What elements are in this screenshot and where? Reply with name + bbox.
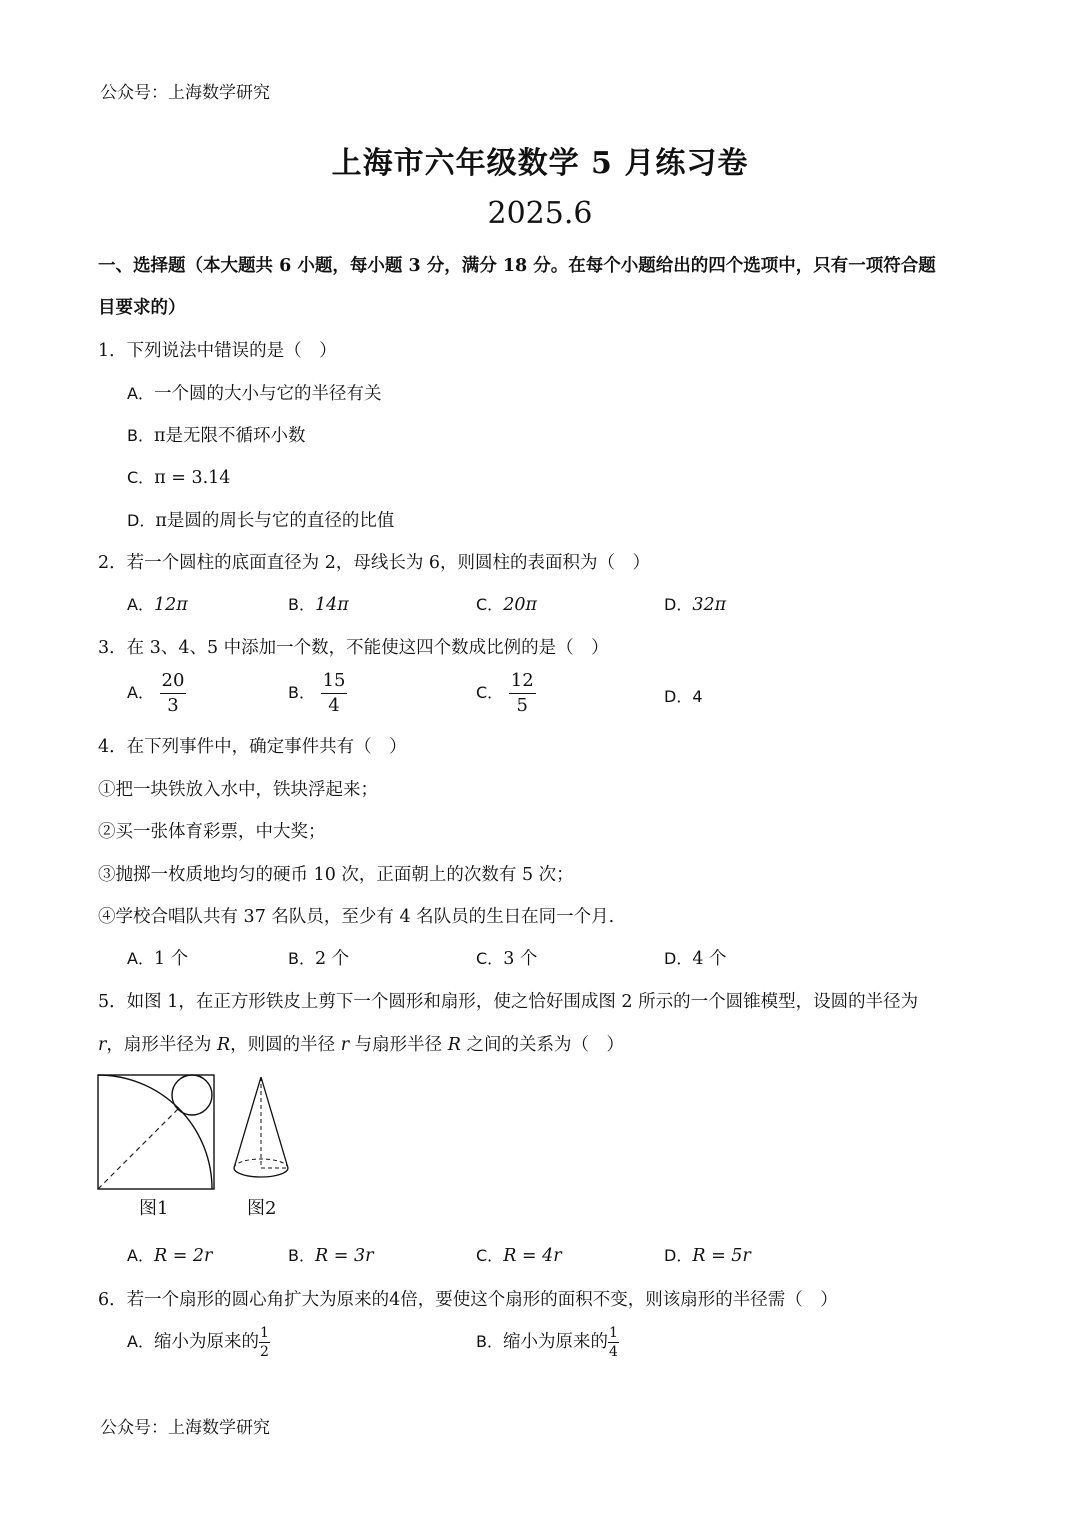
option-label: A． [127, 1246, 154, 1265]
q4-item-3: ③抛掷一枚质地均匀的硬币 10 次，正面朝上的次数有 5 次； [98, 865, 574, 885]
numerator: 20 [160, 672, 187, 694]
q4-item-1: ①把一块铁放入水中，铁块浮起来； [98, 780, 378, 800]
option-label: A． [127, 949, 154, 968]
denominator: 3 [167, 695, 179, 716]
fraction [321, 672, 348, 715]
q1-option-d [127, 507, 394, 532]
figure-1-caption: 图1 [139, 1198, 169, 1219]
figure-2-cone [230, 1074, 292, 1186]
option-label: A． [127, 595, 154, 614]
var-R: R [447, 1035, 461, 1055]
text-seg: ，则圆的半径 [230, 1035, 341, 1055]
q4-option-a [127, 945, 188, 970]
fraction [608, 1326, 619, 1359]
option-text: 2 个 [314, 949, 350, 969]
option-text: 3 个 [503, 949, 538, 969]
text-seg: ，扇形半径为 [106, 1035, 217, 1055]
fraction [509, 672, 536, 715]
cone-base-front [234, 1168, 288, 1177]
q4-item-4: ④学校合唱队共有 37 名队员，至少有 4 名队员的生日在同一个月. [98, 907, 615, 927]
option-text: 20π [503, 595, 537, 615]
option-text: π = 3.14 [154, 468, 231, 488]
option-label: B． [288, 595, 315, 614]
option-text: 缩小为原来的 [153, 1332, 259, 1352]
fraction [160, 672, 187, 715]
header-text: 公众号：上海数学研究 [100, 83, 270, 103]
q2-option-b [288, 592, 349, 615]
denominator: 2 [259, 1344, 269, 1360]
q4-option-b [288, 945, 349, 970]
option-label: D． [664, 687, 693, 706]
numerator: 15 [321, 672, 348, 694]
q4-option-c [476, 945, 537, 970]
option-text: 缩小为原来的 [502, 1332, 608, 1352]
q6-option-b [476, 1326, 619, 1359]
option-label: D． [664, 949, 693, 968]
q1-option-b [127, 422, 306, 447]
denominator: 5 [516, 695, 528, 716]
q2-stem: 2．若一个圆柱的底面直径为 2，母线长为 6，则圆柱的表面积为（ ） [98, 553, 651, 573]
q4-stem: 4．在下列事件中，确定事件共有（ ） [98, 737, 407, 757]
footer-text: 公众号：上海数学研究 [100, 1418, 270, 1438]
option-label: B． [288, 1246, 315, 1265]
cone-right-edge [261, 1077, 288, 1168]
q3-option-b [288, 672, 347, 715]
numerator: 12 [509, 672, 536, 694]
option-text: R = 5r [692, 1246, 751, 1266]
q6-stem: 6．若一个扇形的圆心角扩大为原来的4倍，要使这个扇形的面积不变，则该扇形的半径需（ ） [98, 1290, 838, 1310]
q6-option-a [127, 1326, 270, 1359]
var-r: r [98, 1035, 107, 1055]
option-label: D． [664, 1246, 693, 1265]
page-date: 2025.6 [487, 196, 593, 231]
q2-option-c [476, 592, 537, 615]
figure-1-diagram [96, 1073, 218, 1193]
option-text: 一个圆的大小与它的半径有关 [153, 384, 382, 404]
q5-option-d [664, 1243, 751, 1266]
q5-option-b [288, 1243, 373, 1266]
option-text: 32π [692, 595, 727, 615]
fraction [259, 1326, 270, 1359]
q2-option-a [127, 592, 188, 615]
q4-item-2: ②买一张体育彩票，中大奖； [98, 822, 326, 842]
option-text: 14π [314, 595, 349, 615]
denominator: 4 [608, 1344, 618, 1360]
option-label: C． [476, 595, 504, 614]
q1-stem: 1．下列说法中错误的是（ ） [98, 341, 337, 361]
sector-arc [98, 1075, 212, 1189]
option-label: C． [476, 683, 504, 702]
q3-stem: 3．在 3、4、5 中添加一个数，不能使这四个数成比例的是（ ） [98, 638, 609, 658]
option-text: 12π [153, 595, 188, 615]
q3-option-d [664, 684, 703, 707]
text-seg: 之间的关系为（ ） [460, 1035, 624, 1055]
q3-option-a [127, 672, 186, 715]
q1-option-c [127, 465, 230, 488]
diagonal-dashed [98, 1109, 178, 1189]
option-text: R = 3r [314, 1246, 374, 1266]
figure-2-caption: 图2 [247, 1198, 277, 1219]
q5-stem-line2 [98, 1031, 624, 1056]
q3-option-c [476, 672, 536, 715]
q5-option-a [127, 1243, 212, 1266]
q1-option-a [127, 380, 381, 405]
numerator: 1 [259, 1325, 269, 1341]
option-label: B． [476, 1332, 503, 1351]
q5-stem-line1: 5．如图 1，在正方形铁皮上剪下一个圆形和扇形，使之恰好围成图 2 所示的一个圆锥模型，设圆的半径为 [98, 992, 919, 1012]
page-title: 上海市六年级数学 5 月练习卷 [331, 146, 749, 181]
option-label: A． [127, 384, 154, 403]
option-text: R = 2r [153, 1246, 213, 1266]
denominator: 4 [328, 695, 340, 716]
option-text: π是无限不循环小数 [153, 426, 306, 446]
option-text: 4 [692, 687, 703, 706]
var-r: r [340, 1035, 350, 1055]
option-label: B． [288, 949, 315, 968]
text-seg: 与扇形半径 [349, 1035, 448, 1055]
option-text: 1 个 [153, 949, 189, 969]
var-R: R [216, 1035, 231, 1055]
q2-option-d [664, 592, 726, 615]
option-label: A． [127, 1332, 154, 1351]
option-label: A． [127, 683, 154, 702]
option-label: B． [288, 683, 315, 702]
option-label: B． [127, 426, 154, 445]
option-text: R = 4r [503, 1246, 562, 1266]
option-label: D． [664, 595, 693, 614]
option-label: C． [476, 949, 504, 968]
option-label: C． [476, 1246, 504, 1265]
cone-left-edge [234, 1077, 261, 1168]
numerator: 1 [608, 1325, 618, 1341]
q5-option-c [476, 1243, 562, 1266]
q4-option-d [664, 945, 727, 970]
option-text: π是圆的周长与它的直径的比值 [155, 511, 395, 531]
option-label: C． [127, 468, 155, 487]
option-label: D． [127, 511, 156, 530]
option-text: 4 个 [692, 949, 727, 969]
section-heading-line2: 目要求的） [98, 298, 186, 318]
section-heading-line1: 一、选择题（本大题共 6 小题，每小题 3 分，满分 18 分。在每个小题给出的四个选项中，只有一项符合题 [98, 256, 936, 276]
